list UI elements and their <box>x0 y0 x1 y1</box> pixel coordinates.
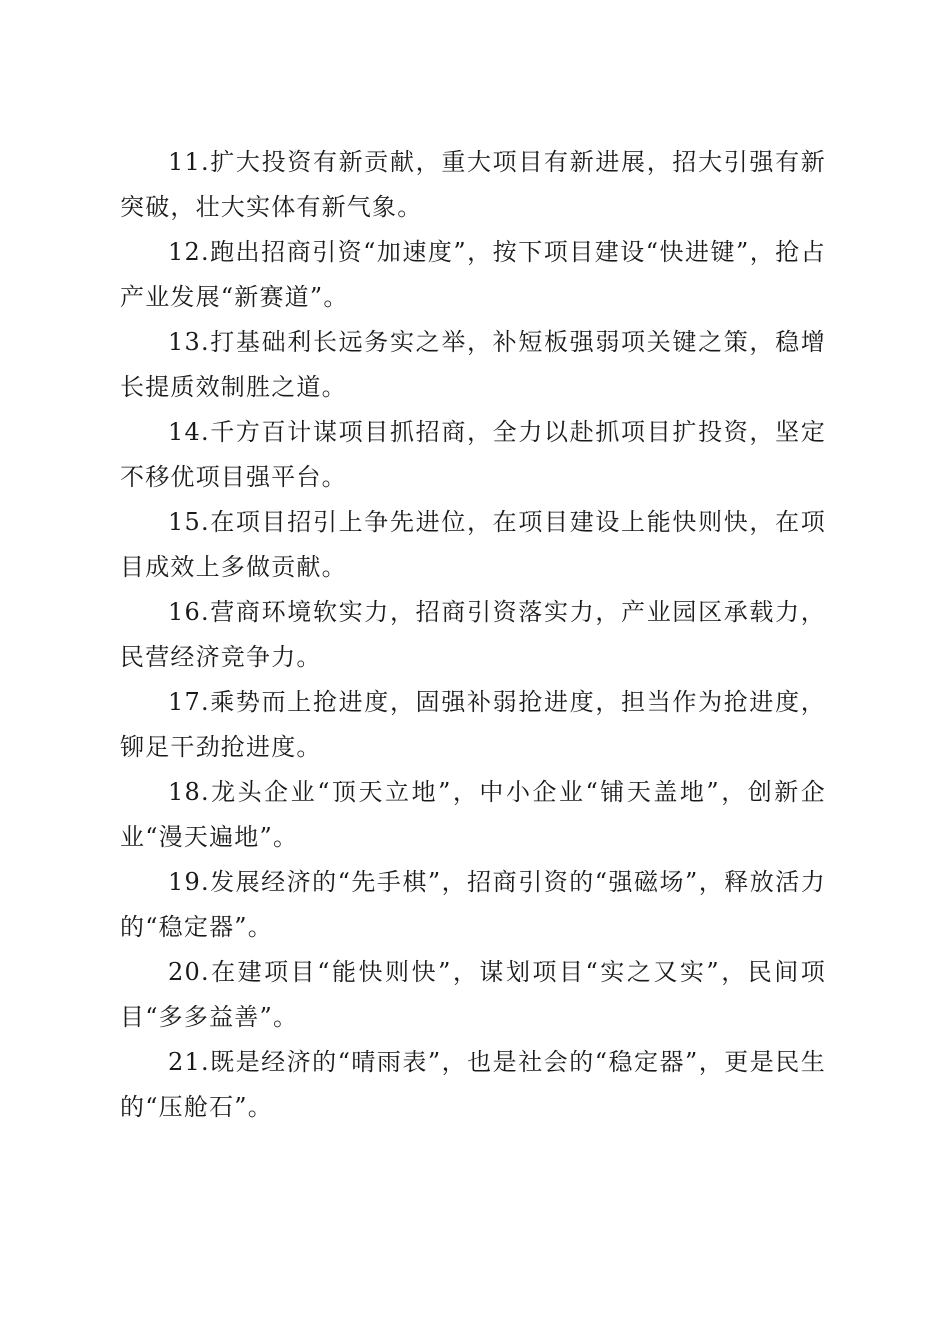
list-item: 14.千方百计谋项目抓招商，全力以赴抓项目扩投资，坚定不移优项目强平台。 <box>120 418 826 491</box>
list-item: 19.发展经济的“先手棋”，招商引资的“强磁场”，释放活力的“稳定器”。 <box>120 868 826 941</box>
list-item: 18.龙头企业“顶天立地”，中小企业“铺天盖地”，创新企业“漫天遍地”。 <box>120 778 826 851</box>
list-item: 15.在项目招引上争先进位，在项目建设上能快则快，在项目成效上多做贡献。 <box>120 508 826 581</box>
list-item: 21.既是经济的“晴雨表”，也是社会的“稳定器”，更是民生的“压舱石”。 <box>120 1048 826 1121</box>
list-item: 20.在建项目“能快则快”，谋划项目“实之又实”，民间项目“多多益善”。 <box>120 958 826 1031</box>
list-item: 16.营商环境软实力，招商引资落实力，产业园区承载力，民营经济竞争力。 <box>120 598 826 671</box>
list-item: 17.乘势而上抢进度，固强补弱抢进度，担当作为抢进度，铆足干劲抢进度。 <box>120 688 826 761</box>
list-item: 13.打基础利长远务实之举，补短板强弱项关键之策，稳增长提质效制胜之道。 <box>120 328 826 401</box>
list-item: 11.扩大投资有新贡献，重大项目有新进展，招大引强有新突破，壮大实体有新气象。 <box>120 148 826 221</box>
document-body <box>120 140 826 1130</box>
list-item: 12.跑出招商引资“加速度”，按下项目建设“快进键”，抢占产业发展“新赛道”。 <box>120 238 826 311</box>
